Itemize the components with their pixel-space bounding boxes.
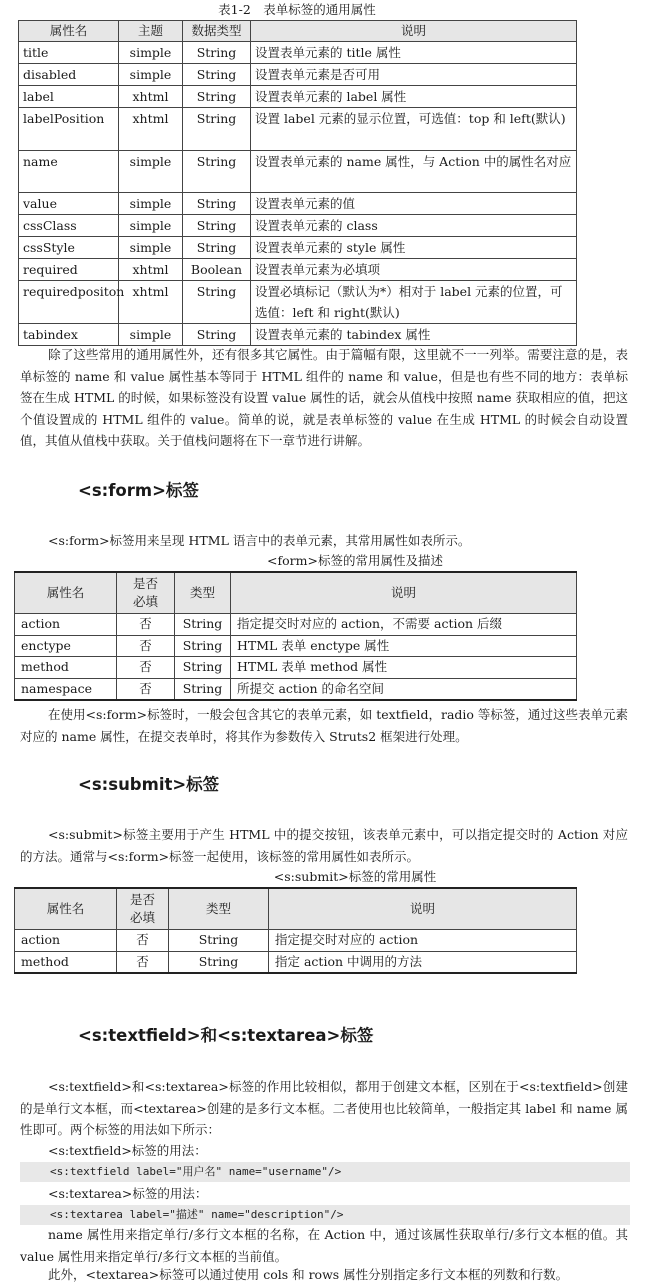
header-data-type: 数据类型 xyxy=(183,21,251,42)
table-row xyxy=(19,259,577,281)
cell-desc: 设置表单元素的 name 属性，与 Action 中的属性名对应 xyxy=(251,150,577,193)
table-row xyxy=(15,678,577,700)
cell-attr: value xyxy=(19,193,119,215)
heading-form: <s:form>标签 xyxy=(78,481,199,500)
table-row xyxy=(15,930,577,952)
cell-theme: xhtml xyxy=(119,281,183,324)
paragraph-text: <s:form>标签用来呈现 HTML 语言中的表单元素，其常用属性如表所示。 xyxy=(48,533,471,548)
cell-desc: 设置表单元素的 label 属性 xyxy=(251,86,577,108)
table-row xyxy=(19,324,577,346)
cell-theme: simple xyxy=(119,64,183,86)
cell-desc: 指定提交时对应的 action xyxy=(269,930,577,952)
cell-type: String xyxy=(183,64,251,86)
cell-theme: simple xyxy=(119,42,183,64)
table-header-row xyxy=(19,21,577,42)
cell-desc: 指定提交时对应的 action，不需要 action 后缀 xyxy=(231,614,577,636)
cell-type: String xyxy=(183,215,251,237)
form-attributes-table xyxy=(14,571,577,701)
cell-type: String xyxy=(169,930,269,952)
cell-type: String xyxy=(175,635,231,657)
table-1-caption: 表1-2 表单标签的通用属性 xyxy=(218,2,376,17)
cell-type: String xyxy=(183,42,251,64)
cell-theme: simple xyxy=(119,237,183,259)
cell-type: String xyxy=(175,657,231,679)
cell-theme: simple xyxy=(119,193,183,215)
header-attr-name: 属性名 xyxy=(15,572,117,614)
paragraph-submit xyxy=(20,824,628,867)
cell-attr: method xyxy=(15,951,117,973)
cell-required: 否 xyxy=(117,678,175,700)
label-textarea-usage xyxy=(20,1183,628,1205)
cell-theme: simple xyxy=(119,324,183,346)
cell-attr: disabled xyxy=(19,64,119,86)
paragraph-common-attrs xyxy=(20,344,628,452)
table-header-row xyxy=(15,572,577,614)
header-attr-name: 属性名 xyxy=(19,21,119,42)
header-description: 说明 xyxy=(251,21,577,42)
table-1-container xyxy=(18,0,576,346)
cell-type: Boolean xyxy=(183,259,251,281)
cell-desc: 设置 label 元素的显示位置，可选值：top 和 left(默认) xyxy=(251,108,577,151)
table-row xyxy=(19,215,577,237)
header-required-text: 是否必填 xyxy=(129,892,155,925)
cell-desc: 设置表单元素的 class xyxy=(251,215,577,237)
table-row xyxy=(15,635,577,657)
cell-theme: simple xyxy=(119,215,183,237)
cell-attr: cssClass xyxy=(19,215,119,237)
cell-required: 否 xyxy=(117,930,169,952)
cell-attr: action xyxy=(15,614,117,636)
cell-attr: action xyxy=(15,930,117,952)
cell-desc: 设置表单元素是否可用 xyxy=(251,64,577,86)
cell-desc: 设置必填标记（默认为*）相对于 label 元素的位置，可选值：left 和 right(默认) xyxy=(251,281,577,324)
table-row xyxy=(19,237,577,259)
cell-attr: required xyxy=(19,259,119,281)
table-row xyxy=(19,193,577,215)
cell-theme: xhtml xyxy=(119,259,183,281)
cell-desc: 指定 action 中调用的方法 xyxy=(269,951,577,973)
paragraph-textfield xyxy=(20,1076,628,1141)
cell-desc: 设置表单元素的 tabindex 属性 xyxy=(251,324,577,346)
common-attributes-table xyxy=(18,20,577,346)
header-required xyxy=(117,572,175,614)
table-row xyxy=(19,42,577,64)
submit-attributes-table xyxy=(14,887,577,974)
cell-attr: method xyxy=(15,657,117,679)
cell-attr: labelPosition xyxy=(19,108,119,151)
header-theme: 主题 xyxy=(119,21,183,42)
cell-type: String xyxy=(183,281,251,324)
paragraph-text: 在使用<s:form>标签时，一般会包含其它的表单元素，如 textfield，radio 等标签，通过这些表单元素对应的 name 属性，在提交表单时，将其作为参数传入 Struts2 框架进行处理。 xyxy=(20,707,628,744)
paragraph-form-usage xyxy=(20,704,628,747)
cell-theme: xhtml xyxy=(119,86,183,108)
cell-attr: cssStyle xyxy=(19,237,119,259)
cell-attr: requiredpositon xyxy=(19,281,119,324)
table-row xyxy=(15,614,577,636)
header-required-text: 是否必填 xyxy=(132,576,158,609)
header-type: 类型 xyxy=(169,888,269,930)
paragraph-text: <s:submit>标签主要用于产生 HTML 中的提交按钮，该表单元素中，可以指定提交时的 Action 对应的方法。通常与<s:form>标签一起使用，该标签的常用属性如表所示。 xyxy=(20,827,628,864)
cell-desc: 设置表单元素为必填项 xyxy=(251,259,577,281)
cell-required: 否 xyxy=(117,635,175,657)
cell-type: String xyxy=(175,614,231,636)
cell-required: 否 xyxy=(117,614,175,636)
cell-theme: xhtml xyxy=(119,108,183,151)
cell-attr: label xyxy=(19,86,119,108)
cell-desc: HTML 表单 enctype 属性 xyxy=(231,635,577,657)
paragraph-text: name 属性用来指定单行/多行文本框的名称，在 Action 中，通过该属性获取单行/多行文本框的值。其 value 属性用来指定单行/多行文本框的当前值。 xyxy=(20,1227,628,1264)
paragraph-form-intro xyxy=(20,530,628,552)
table-header-row xyxy=(15,888,577,930)
cell-attr: tabindex xyxy=(19,324,119,346)
heading-textfield: <s:textfield>和<s:textarea>标签 xyxy=(78,1026,374,1045)
cell-desc: 所提交 action 的命名空间 xyxy=(231,678,577,700)
code-textfield: <s:textfield label="用户名" name="username"/> xyxy=(20,1162,630,1182)
header-type: 类型 xyxy=(175,572,231,614)
cell-theme: simple xyxy=(119,150,183,193)
cell-desc: 设置表单元素的值 xyxy=(251,193,577,215)
table-row xyxy=(15,657,577,679)
cell-attr: name xyxy=(19,150,119,193)
paragraph-text: <s:textfield>和<s:textarea>标签的作用比较相似，都用于创建文本框，区别在于<s:textfield>创建的是单行文本框，而<textarea>创建的是多行文本框。二者使用也比较简单，一般指定其 label 和 name 属性即可。两个标签的用法如下所示： xyxy=(20,1079,628,1137)
cell-type: String xyxy=(183,108,251,151)
table-3-caption: <s:submit>标签的常用属性 xyxy=(273,869,437,884)
header-description: 说明 xyxy=(231,572,577,614)
cell-type: String xyxy=(183,86,251,108)
header-required xyxy=(117,888,169,930)
header-attr-name: 属性名 xyxy=(15,888,117,930)
cell-type: String xyxy=(175,678,231,700)
cell-type: String xyxy=(183,193,251,215)
table-row xyxy=(19,150,577,193)
table-2-container xyxy=(14,551,576,701)
table-row xyxy=(19,281,577,324)
cell-type: String xyxy=(183,150,251,193)
table-row xyxy=(19,108,577,151)
cell-attr: title xyxy=(19,42,119,64)
code-textarea: <s:textarea label="描述" name="description"/> xyxy=(20,1205,630,1225)
cell-attr: namespace xyxy=(15,678,117,700)
cell-desc: HTML 表单 method 属性 xyxy=(231,657,577,679)
cell-type: String xyxy=(183,237,251,259)
label-text: <s:textarea>标签的用法： xyxy=(48,1186,208,1201)
table-row xyxy=(15,951,577,973)
heading-submit: <s:submit>标签 xyxy=(78,775,220,794)
cell-required: 否 xyxy=(117,657,175,679)
table-row xyxy=(19,64,577,86)
cell-attr: enctype xyxy=(15,635,117,657)
cell-type: String xyxy=(169,951,269,973)
paragraph-cols-rows xyxy=(20,1264,628,1285)
paragraph-text: 此外，<textarea>标签可以通过使用 cols 和 rows 属性分别指定多行文本框的列数和行数。 xyxy=(48,1267,569,1282)
cell-desc: 设置表单元素的 style 属性 xyxy=(251,237,577,259)
paragraph-text: 除了这些常用的通用属性外，还有很多其它属性。由于篇幅有限，这里就不一一列举。需要注意的是，表单标签的 name 和 value 属性基本等同于 HTML 组件的 name 和 value，但是也有些不同的地方：表单标签在生成 HTML 的时候，如果标签没有设置 value 属性的话，就会从值栈中按照 name 获取相应的值，把这个值设置成的 HTML 组件的 value。简单的说，就是表单标签的 value 在生成 HTML 的时候会自动设置值，其值从值栈中获取。关于值栈问题将在下一章节进行讲解。 xyxy=(20,347,628,448)
table-3-container xyxy=(14,867,576,974)
label-text: <s:textfield>标签的用法： xyxy=(48,1143,207,1158)
label-textfield-usage xyxy=(20,1140,628,1162)
table-2-caption: <form>标签的常用属性及描述 xyxy=(267,553,443,568)
cell-required: 否 xyxy=(117,951,169,973)
header-description: 说明 xyxy=(269,888,577,930)
paragraph-name-attr xyxy=(20,1224,628,1267)
table-row xyxy=(19,86,577,108)
cell-desc: 设置表单元素的 title 属性 xyxy=(251,42,577,64)
cell-type: String xyxy=(183,324,251,346)
